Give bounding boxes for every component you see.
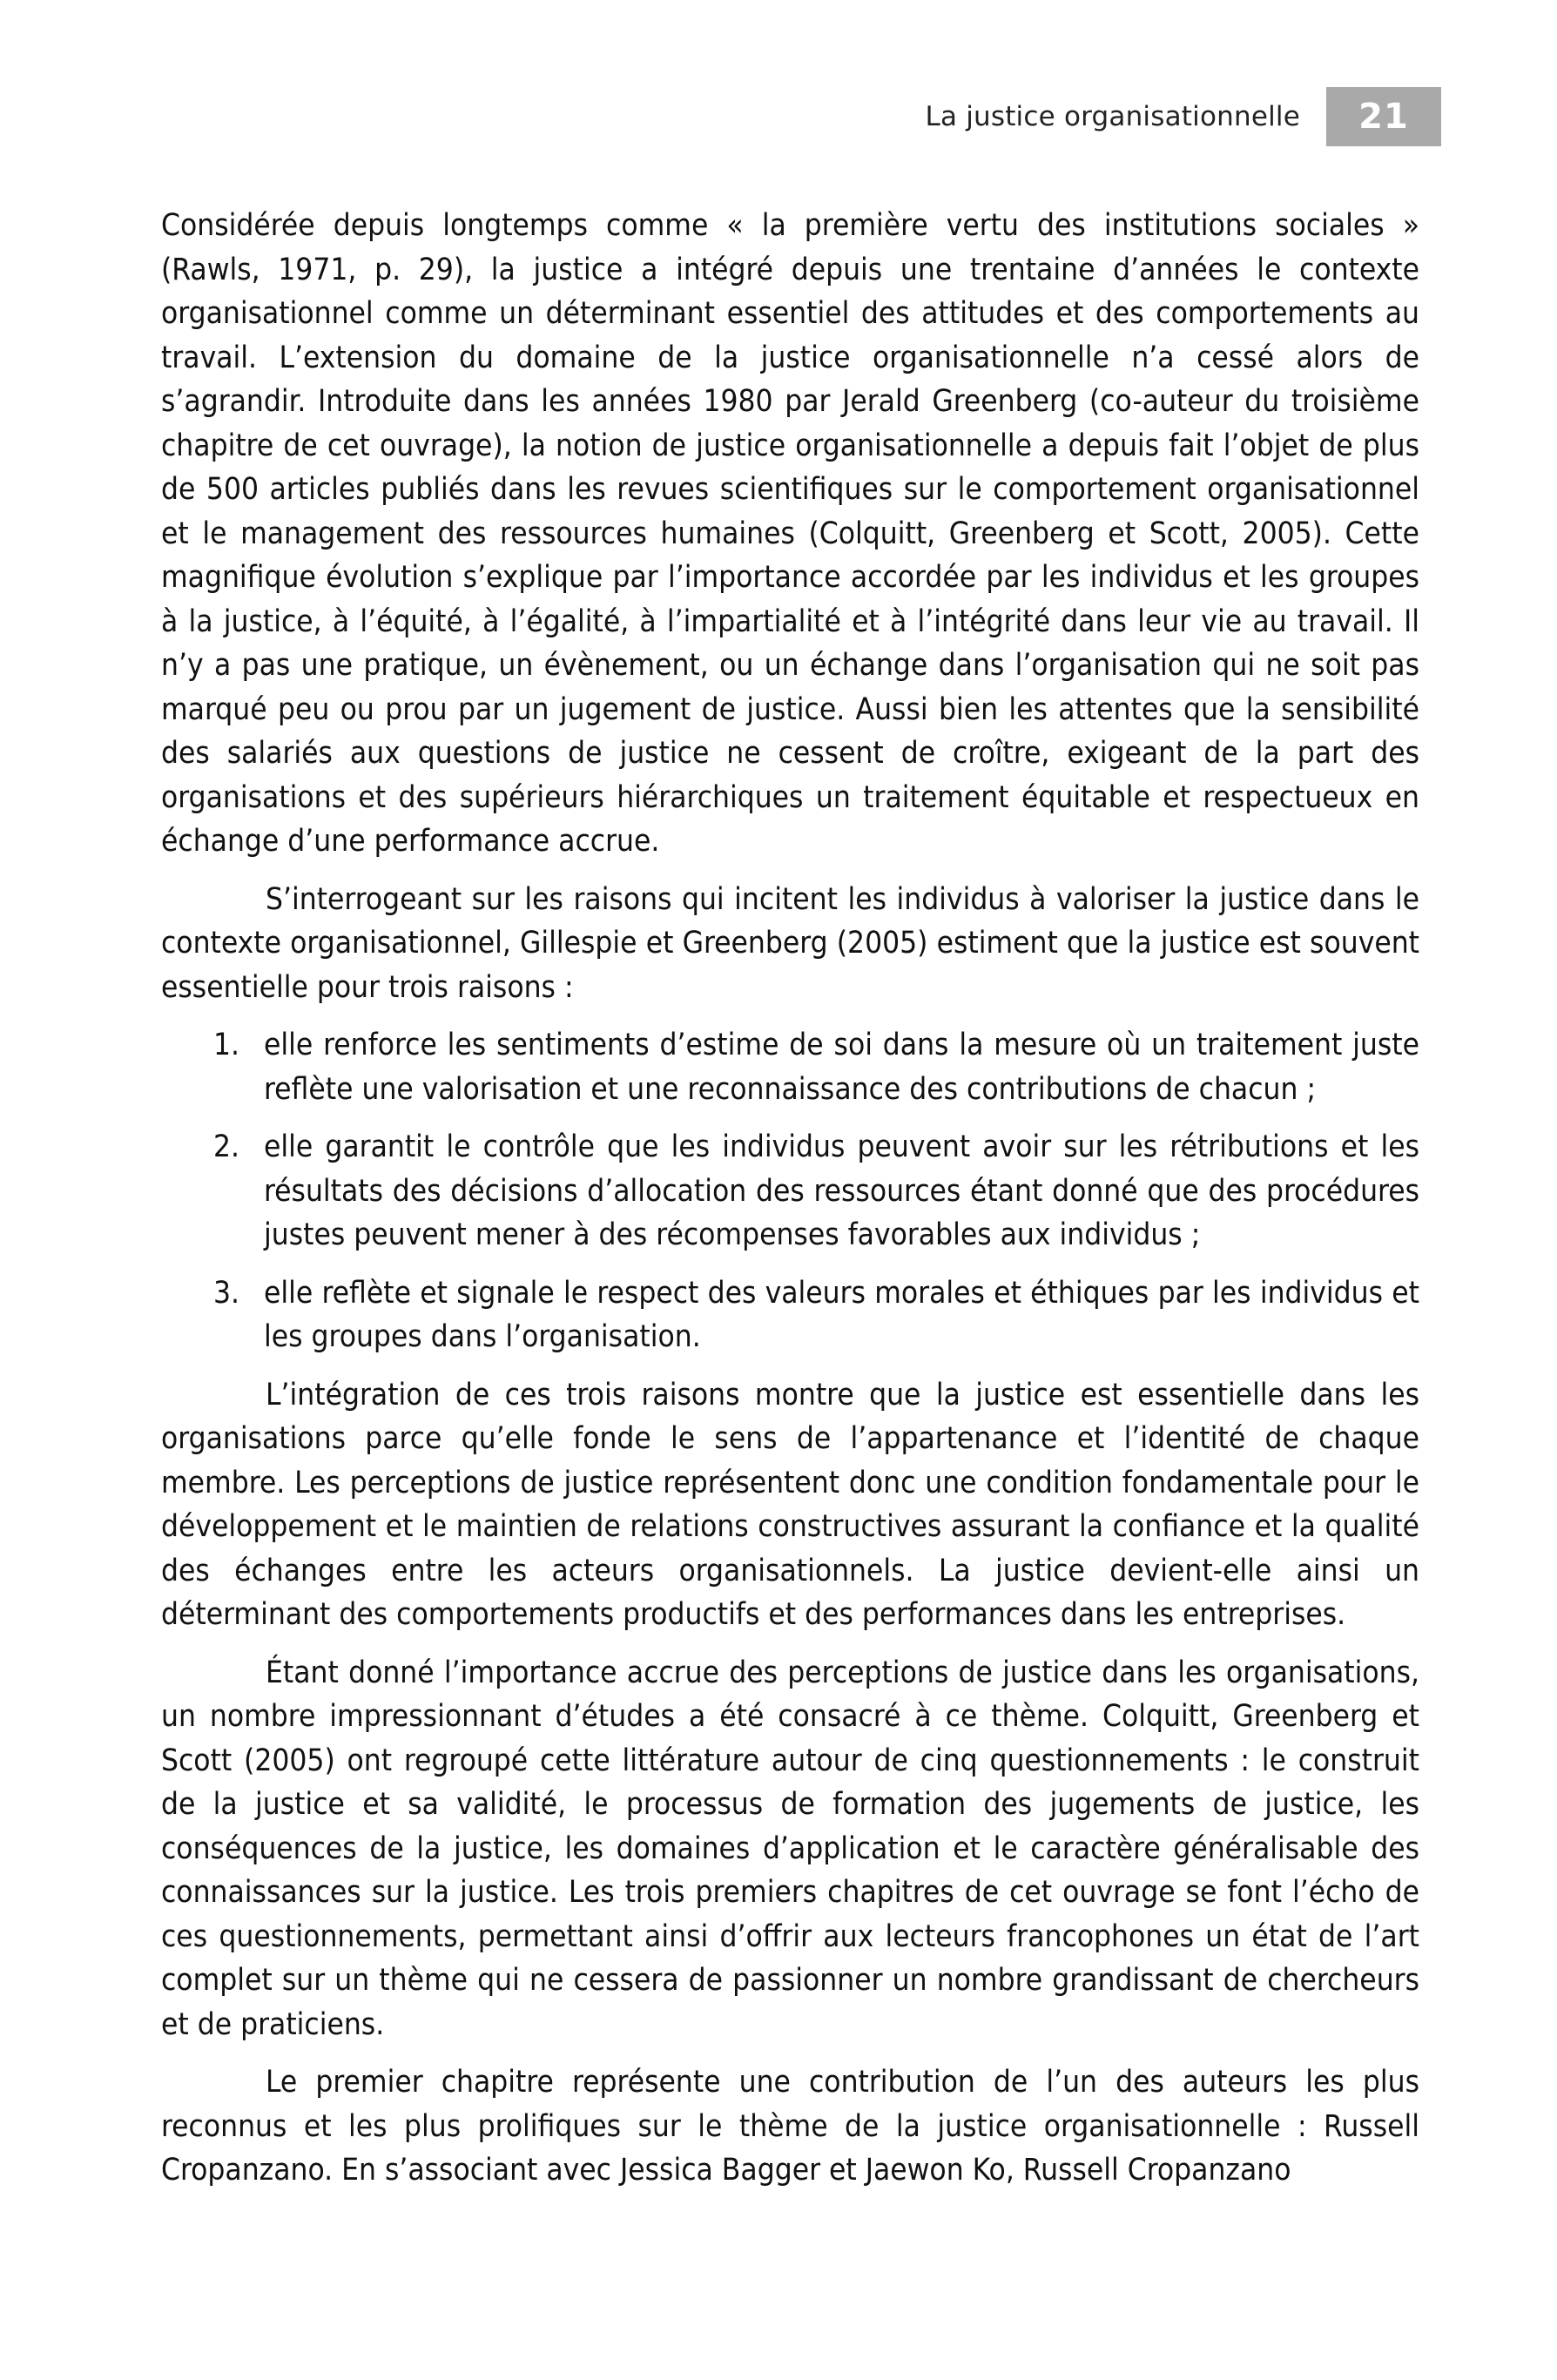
running-title: La justice organisationnelle	[925, 101, 1300, 132]
list-item	[161, 1125, 1419, 1257]
page-number: 21	[1326, 87, 1441, 146]
paragraph-2: S’interrogeant sur les raisons qui incitent les individus à valoriser la justice dans le contexte organisationnel, Gillespie et Greenberg (2005) estiment que la justice est souvent essentielle pour trois raisons :	[161, 881, 1419, 1005]
reasons-list	[161, 1023, 1419, 1359]
list-item-text: elle garantit le contrôle que les individus peuvent avoir sur les rétributions et les résultats des décisions d’allocation des ressources étant donné que des procédures justes peuvent mener à des récompenses favorables aux individus ;	[264, 1129, 1419, 1252]
paragraph-3: L’intégration de ces trois raisons montre que la justice est essentielle dans les organisations parce qu’elle fonde le sens de l’appartenance et l’identité de chaque membre. Les perceptions de justice représentent donc une condition fondamentale pour le développement et le maintien de relations constructives assurant la confiance et la qualité des échanges entre les acteurs organisationnels. La justice devient-elle ainsi un déterminant des comportements productifs et des performances dans les entreprises.	[161, 1377, 1419, 1632]
paragraph-1: Considérée depuis longtemps comme « la première vertu des institutions sociales » (Rawls, 1971, p. 29), la justice a intégré depuis une trentaine d’années le contexte organisationnel comme un déterminant essentiel des attitudes et des comportements au travail. L’extension du domaine de la justice organisationnelle n’a cessé alors de s’agrandir. Introduite dans les années 1980 par Jerald Greenberg (co-auteur du troisième chapitre de cet ouvrage), la notion de justice organisationnelle a depuis fait l’objet de plus de 500 articles publiés dans les revues scientifiques sur le comportement organisationnel et le management des ressources humaines (Colquitt, Greenberg et Scott, 2005). Cette magnifique évolution s’explique par l’importance accordée par les individus et les groupes à la justice, à l’équité, à l’égalité, à l’impartialité et à l’intégrité dans leur vie au travail. Il n’y a pas une pratique, un évènement, ou un échange dans l’organisation qui ne soit pas marqué peu ou prou par un jugement de justice. Aussi bien les attentes que la sensibilité des salariés aux questions de justice ne cessent de croître, exigeant de la part des organisations et des supérieurs hiérarchiques un traitement équitable et respectueux en échange d’une performance accrue.	[161, 208, 1419, 859]
list-item-number: 2.	[213, 1129, 240, 1164]
paragraph-4: Étant donné l’importance accrue des perceptions de justice dans les organisations, un nombre impressionnant d’études a été consacré à ce thème. Colquitt, Greenberg et Scott (2005) ont regroupé cette littérature autour de cinq questionnements : le construit de la justice et sa validité, le processus de formation des jugements de justice, les conséquences de la justice, les domaines d’application et le caractère généralisable des connaissances sur la justice. Les trois premiers chapitres de cet ouvrage se font l’écho de ces questionnements, permettant ainsi d’offrir aux lecteurs francophones un état de l’art complet sur un thème qui ne cessera de passionner un nombre grandissant de chercheurs et de praticiens.	[161, 1655, 1419, 2042]
list-item	[161, 1023, 1419, 1111]
running-header	[925, 87, 1441, 146]
paragraph-5: Le premier chapitre représente une contribution de l’un des auteurs les plus reconnus et les plus prolifiques sur le thème de la justice organisationnelle : Russell Cropanzano. En s’associant avec Jessica Bagger et Jaewon Ko, Russell Cropanzano	[161, 2065, 1419, 2188]
page-body	[161, 204, 1419, 2193]
list-item-number: 1.	[213, 1028, 240, 1062]
list-item-number: 3.	[213, 1275, 240, 1311]
list-item	[161, 1271, 1419, 1359]
list-item-text: elle renforce les sentiments d’estime de soi dans la mesure où un traitement juste reflète une valorisation et une reconnaissance des contributions de chacun ;	[264, 1028, 1419, 1107]
list-item-text: elle reflète et signale le respect des valeurs morales et éthiques par les individus et les groupes dans l’organisation.	[264, 1275, 1419, 1354]
